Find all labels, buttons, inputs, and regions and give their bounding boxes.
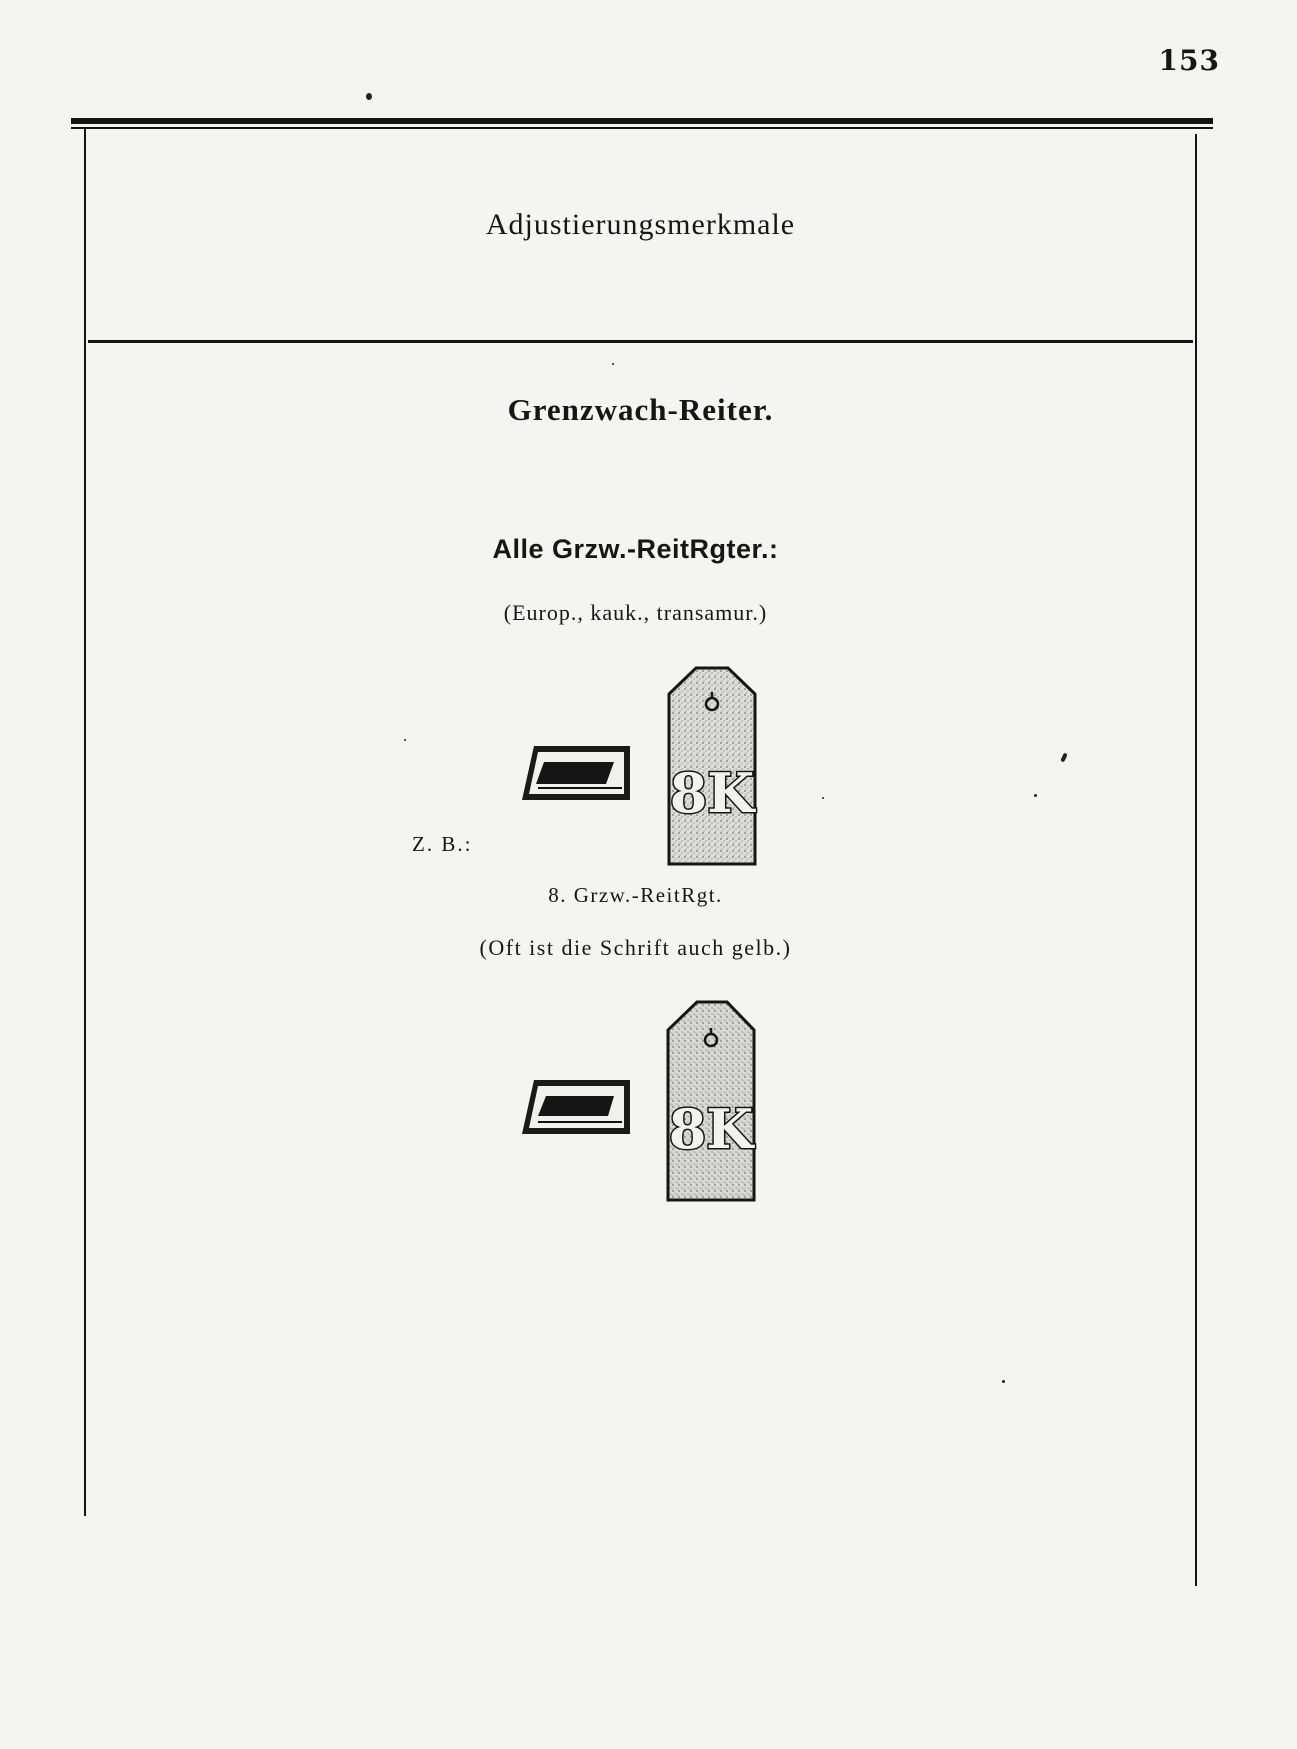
scan-speck (1060, 753, 1067, 763)
scan-speck (1002, 1380, 1005, 1383)
header-divider-rule (88, 340, 1193, 343)
collar-patch-figure-2 (518, 1076, 634, 1138)
example-label: Z. B.: (412, 832, 473, 856)
section-title: Grenzwach-Reiter. (507, 392, 774, 427)
shoulder-strap-figure-1 (666, 664, 758, 868)
frame-left-border (84, 128, 86, 1516)
collar-patch-figure-1 (518, 742, 634, 804)
regiment-subtitle-note: (Europ., kauk., transamur.) (503, 600, 768, 625)
figure-caption: 8. Grzw.-ReitRgt. (548, 883, 723, 907)
scan-speck (1034, 794, 1037, 797)
regiment-subtitle: Alle Grzw.-ReitRgter.: (492, 534, 779, 564)
scan-speck (612, 363, 614, 365)
scan-speck (404, 739, 406, 741)
frame-right-border (1195, 134, 1197, 1586)
top-rule-thin (71, 127, 1213, 129)
shoulder-strap-label-2: 8K (668, 1097, 754, 1161)
scan-speck (822, 797, 824, 799)
scan-speck (366, 93, 372, 100)
shoulder-strap-label-1: 8K (669, 761, 755, 825)
header-title: Adjustierungsmerkmale (485, 208, 796, 241)
shoulder-strap-figure-2 (665, 998, 757, 1204)
top-rule-thick (71, 118, 1213, 124)
page-number: 153 (1158, 44, 1220, 77)
figure-note: (Oft ist die Schrift auch gelb.) (479, 935, 792, 960)
